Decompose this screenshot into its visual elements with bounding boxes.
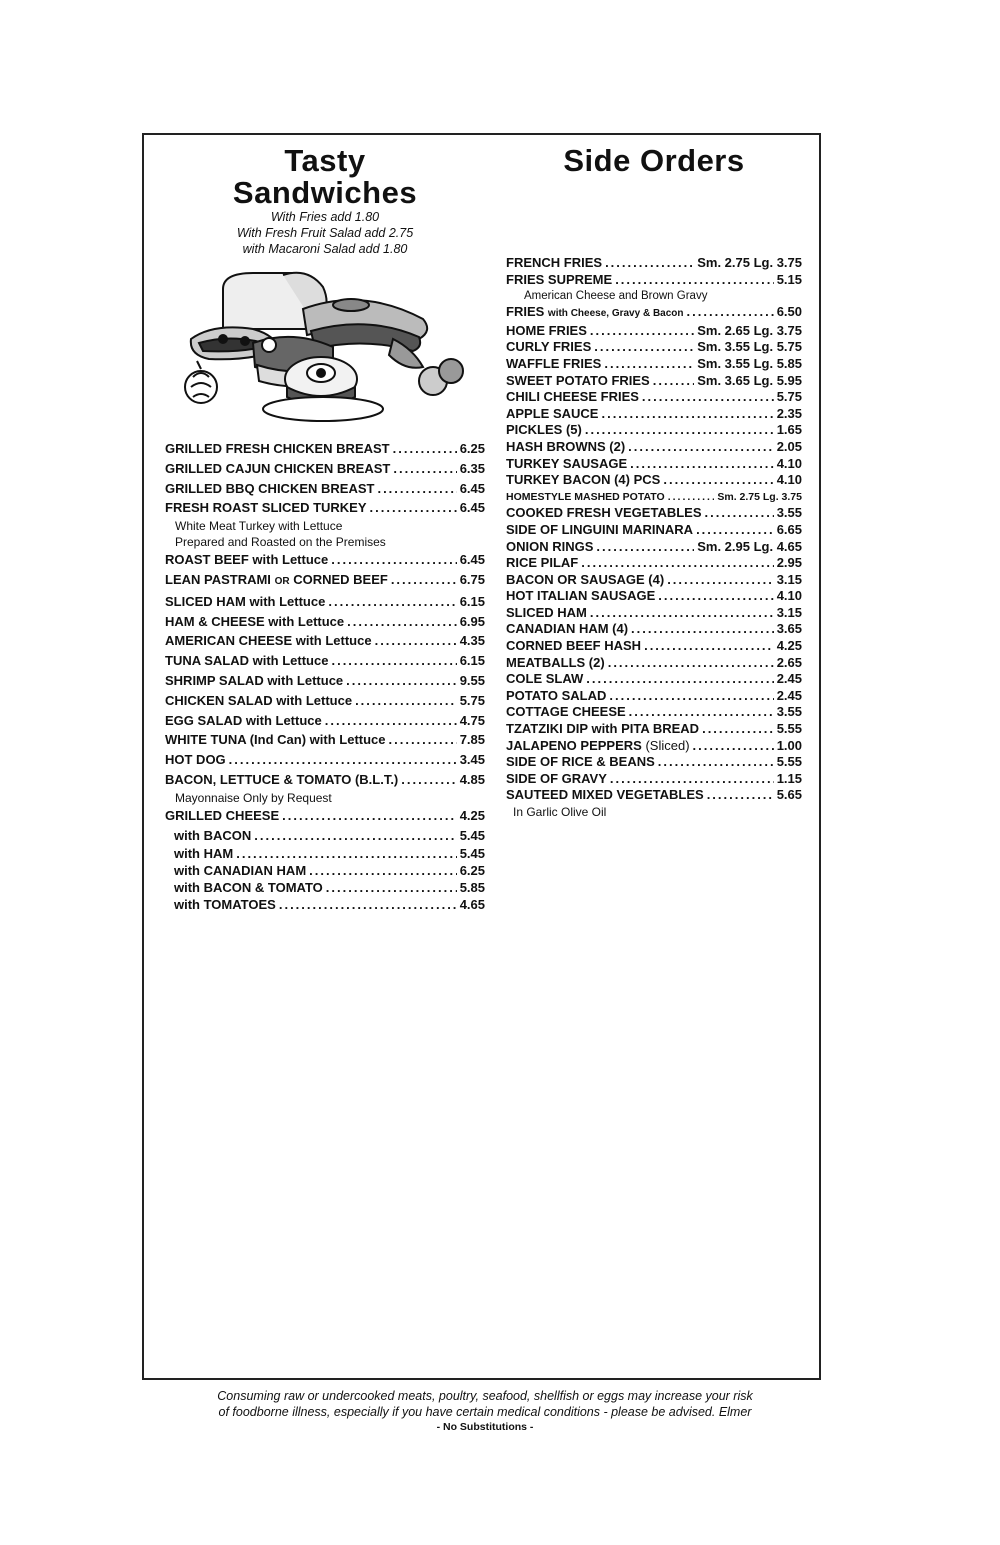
item-description: White Meat Turkey with Lettuce (175, 519, 343, 534)
menu-item: APPLE SAUCE ..... 2.35 (506, 406, 802, 423)
menu-item: with HAM ..... 5.45 (165, 845, 485, 862)
menu-item: SWEET POTATO FRIES ..... Sm. 3.65 Lg. 5.95 (506, 373, 802, 390)
menu-item: TURKEY SAUSAGE ..... 4.10 (506, 456, 802, 473)
disclaimer-line-1: Consuming raw or undercooked meats, poultry, seafood, shellfish or eggs may increase your risk (217, 1389, 753, 1403)
menu-item: LEAN PASTRAMI OR CORNED BEEF ..... 6.75 (165, 570, 485, 592)
item-description: American Cheese and Brown Gravy (524, 290, 708, 303)
menu-item: ONION RINGS ..... Sm. 2.95 Lg. 4.65 (506, 539, 802, 556)
add-fries-note: With Fries add 1.80 (270, 210, 380, 224)
item-description: Prepared and Roasted on the Premises (175, 535, 386, 550)
disclaimer-line-2: of foodborne illness, especially if you have certain medical conditions - please be advised. Elmer (218, 1404, 752, 1419)
menu-item: TUNA SALAD with Lettuce ..... 6.15 (165, 651, 485, 671)
menu-item: CURLY FRIES ..... Sm. 3.55 Lg. 5.75 (506, 339, 802, 356)
menu-item: WAFFLE FRIES ..... Sm. 3.55 Lg. 5.85 (506, 356, 802, 373)
item-description: Mayonnaise Only by Request (175, 790, 332, 805)
menu-item: GRILLED BBQ CHICKEN BREAST ..... 6.45 (165, 479, 485, 499)
menu-item: HOMESTYLE MASHED POTATO ..... Sm. 2.75 Lg. 3.75 (506, 489, 802, 506)
menu-item: CHICKEN SALAD with Lettuce ..... 5.75 (165, 691, 485, 711)
menu-item: FRESH ROAST SLICED TURKEY ..... 6.45 (165, 498, 485, 518)
menu-item: FRENCH FRIES ..... Sm. 2.75 Lg. 3.75 (506, 255, 802, 272)
side-orders-list (506, 255, 802, 820)
menu-item: FRIES SUPREME ..... 5.15 (506, 272, 802, 289)
menu-item: SLICED HAM with Lettuce ..... 6.15 (165, 592, 485, 612)
side-orders-section (506, 145, 802, 820)
menu-item: HAM & CHEESE with Lettuce ..... 6.95 (165, 612, 485, 632)
menu-item: SAUTEED MIXED VEGETABLES ..... 5.65 (506, 787, 802, 804)
menu-item: COLE SLAW ..... 2.45 (506, 671, 802, 688)
menu-item: SIDE OF LINGUINI MARINARA ..... 6.65 (506, 522, 802, 539)
menu-item: TURKEY BACON (4) PCS ..... 4.10 (506, 472, 802, 489)
menu-item: GRILLED CHEESE ..... 4.25 (165, 806, 485, 826)
menu-item: SIDE OF RICE & BEANS ..... 5.55 (506, 754, 802, 771)
menu-item: CORNED BEEF HASH ..... 4.25 (506, 638, 802, 655)
menu-item: MEATBALLS (2) ..... 2.65 (506, 655, 802, 672)
no-substitutions-note: - No Substitutions - (436, 1421, 534, 1433)
menu-item: BACON OR SAUSAGE (4) ..... 3.15 (506, 572, 802, 589)
menu-item: BACON, LETTUCE & TOMATO (B.L.T.) ..... 4.85 (165, 770, 485, 790)
add-fruit-salad-note: With Fresh Fruit Salad add 2.75 (236, 226, 414, 240)
menu-item: HOT DOG ..... 3.45 (165, 750, 485, 770)
menu-item: COOKED FRESH VEGETABLES ..... 3.55 (506, 505, 802, 522)
health-disclaimer (142, 1389, 828, 1436)
menu-item: POTATO SALAD ..... 2.45 (506, 688, 802, 705)
menu-item: GRILLED CAJUN CHICKEN BREAST ..... 6.35 (165, 459, 485, 479)
sandwich-platter-illustration (183, 269, 468, 429)
menu-item: RICE PILAF ..... 2.95 (506, 555, 802, 572)
menu-item: PICKLES (5) ..... 1.65 (506, 422, 802, 439)
menu-item: AMERICAN CHEESE with Lettuce ..... 4.35 (165, 631, 485, 651)
menu-item: CHILI CHEESE FRIES ..... 5.75 (506, 389, 802, 406)
menu-item: CANADIAN HAM (4) ..... 3.65 (506, 621, 802, 638)
menu-item: SHRIMP SALAD with Lettuce ..... 9.55 (165, 671, 485, 691)
menu-item: WHITE TUNA (Ind Can) with Lettuce ..... 7.85 (165, 730, 485, 750)
menu-item: ROAST BEEF with Lettuce ..... 6.45 (165, 550, 485, 570)
menu-item: HASH BROWNS (2) ..... 2.05 (506, 439, 802, 456)
menu-item: GRILLED FRESH CHICKEN BREAST ..... 6.25 (165, 439, 485, 459)
menu-item: SIDE OF GRAVY ..... 1.15 (506, 771, 802, 788)
menu-item: with CANADIAN HAM ..... 6.25 (165, 862, 485, 879)
sandwiches-title (165, 145, 485, 209)
menu-item: HOME FRIES ..... Sm. 2.65 Lg. 3.75 (506, 323, 802, 340)
sandwiches-title-line2: Sandwiches (232, 175, 418, 210)
sandwiches-section (165, 145, 485, 913)
menu-item: SLICED HAM ..... 3.15 (506, 605, 802, 622)
menu-item: FRIES with Cheese, Gravy & Bacon ..... 6.50 (506, 304, 802, 323)
menu-item: with BACON & TOMATO ..... 5.85 (165, 879, 485, 896)
menu-item: EGG SALAD with Lettuce ..... 4.75 (165, 711, 485, 731)
menu-item: JALAPENO PEPPERS (Sliced) ..... 1.00 (506, 738, 802, 755)
side-orders-title: Side Orders (563, 143, 745, 178)
menu-item: HOT ITALIAN SAUSAGE ..... 4.10 (506, 588, 802, 605)
menu-item: TZATZIKI DIP with PITA BREAD ..... 5.55 (506, 721, 802, 738)
item-description: In Garlic Olive Oil (513, 805, 607, 819)
menu-item: COTTAGE CHEESE ..... 3.55 (506, 704, 802, 721)
add-macaroni-salad-note: with Macaroni Salad add 1.80 (242, 242, 408, 256)
menu-item: with TOMATOES ..... 4.65 (165, 896, 485, 913)
sandwiches-list (165, 439, 485, 913)
sandwiches-title-line1: Tasty (284, 143, 366, 178)
menu-item: with BACON ..... 5.45 (165, 826, 485, 846)
